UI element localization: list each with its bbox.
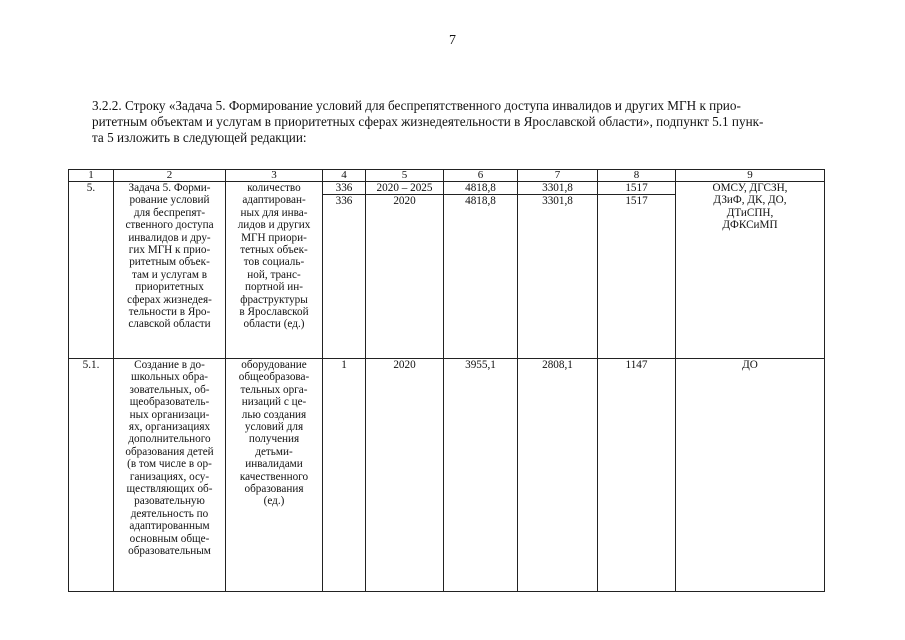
page-number: 7 (449, 33, 456, 48)
col-header-9: 9 (676, 170, 825, 182)
cell-line: инвалидами (245, 458, 303, 471)
indicator-value-cell: 1 (323, 359, 366, 592)
cell-line: сферах жизнедея- (127, 293, 212, 306)
cell-line: зовательных, об- (129, 383, 210, 396)
executors-cell: ДО (676, 359, 825, 592)
cell-line: тельных орга- (240, 383, 308, 396)
cell-line: ДФКСиМП (722, 219, 778, 232)
period-total: 2020 – 2025 (376, 182, 433, 194)
cell-line: лидов и других (237, 219, 311, 232)
indicator-cell (226, 359, 323, 592)
intro-line-2: ритетным объектам и услугам в приоритетных сферах жизнедеятельности в Ярославской области», подпункт 5.1 пунк- (92, 114, 764, 129)
col-header-4: 4 (323, 170, 366, 182)
cell-line: инвалидов и дру- (128, 231, 211, 244)
col-header-7: 7 (518, 170, 598, 182)
cell-line: Создание в до- (134, 359, 205, 371)
cell-line: ществляющих об- (126, 483, 213, 496)
funding-col8-year: 1517 (598, 194, 675, 207)
indicator-value-2020: 336 (323, 194, 365, 207)
col-header-5: 5 (366, 170, 444, 182)
cell-line: образования (244, 483, 304, 496)
row-number: 5.1. (69, 359, 114, 592)
indicator-cell (226, 182, 323, 359)
cell-line: дополнительного (128, 433, 211, 446)
cell-line: детьми- (255, 445, 293, 458)
measure-name-cell (114, 359, 226, 592)
cell-line: ДЗиФ, ДК, ДО, (713, 194, 787, 207)
cell-line: разовательную (134, 495, 205, 508)
cell-line: в Ярославской (239, 306, 309, 319)
indicator-value-total: 336 (335, 182, 353, 194)
cell-line: образовательным (128, 545, 211, 558)
cell-line: образования детей (125, 445, 214, 458)
cell-line: Задача 5. Форми- (128, 182, 211, 194)
col-header-1: 1 (69, 170, 114, 182)
col-header-2: 2 (114, 170, 226, 182)
funding-col7-all: 3301,8 (542, 182, 573, 194)
funding-col7-cell: 2808,1 (518, 359, 598, 592)
header-row (69, 170, 825, 182)
cell-line: тетных объек- (240, 244, 308, 257)
cell-line: адаптированным (129, 520, 210, 533)
period-cell: 2020 (366, 359, 444, 592)
funding-total-cell: 3955,1 (444, 359, 518, 592)
table-row-task-5 (69, 182, 825, 359)
executors-cell (676, 182, 825, 359)
cell-line: условий для (244, 421, 304, 434)
cell-line: МГН приори- (241, 231, 307, 244)
cell-line: ственного доступа (125, 219, 214, 232)
cell-line: ритетным объек- (129, 256, 210, 269)
cell-line: получения (248, 433, 300, 446)
col-header-8: 8 (598, 170, 676, 182)
cell-line: количество (247, 182, 301, 194)
cell-line: тов социаль- (243, 256, 305, 269)
cell-line: ной, транс- (247, 268, 301, 281)
funding-col7-year: 3301,8 (518, 194, 597, 207)
cell-line: ганизациях, осу- (129, 470, 210, 483)
cell-line: там и услугам в (131, 268, 208, 281)
cell-line: деятельность по (130, 507, 209, 520)
funding-total-year: 4818,8 (444, 194, 517, 207)
intro-line-3: та 5 изложить в следующей редакции: (92, 130, 307, 145)
cell-line: гих МГН к прио- (128, 244, 211, 257)
task-name-cell (114, 182, 226, 359)
cell-line: лью создания (241, 408, 307, 421)
cell-line: тельности в Яро- (128, 306, 211, 319)
intro-line-1: 3.2.2. Строку «Задача 5. Формирование условий для беспрепятственного доступа инвалидов и других МГН к прио- (92, 98, 741, 113)
period-year: 2020 (366, 194, 443, 207)
cell-line: оборудование (241, 359, 307, 371)
row-number: 5. (69, 182, 114, 359)
indicator-value-cell (323, 182, 366, 359)
cell-line: ных для инва- (240, 206, 308, 219)
period-cell (366, 182, 444, 359)
table-row-5-1 (69, 359, 825, 592)
cell-line: приоритетных (135, 281, 204, 294)
cell-line: ОМСУ, ДГСЗН, (712, 182, 788, 194)
funding-col8-cell: 1147 (598, 359, 676, 592)
col-header-3: 3 (226, 170, 323, 182)
col-header-6: 6 (444, 170, 518, 182)
cell-line: (в том числе в ор- (127, 458, 212, 471)
cell-line: качественного (239, 470, 309, 483)
cell-line: рование условий (129, 194, 210, 207)
funding-col7-cell (518, 182, 598, 359)
cell-line: ях, организациях (128, 421, 211, 434)
funding-total-all: 4818,8 (465, 182, 496, 194)
cell-line: школьных обра- (130, 371, 209, 384)
cell-line: низаций с це- (241, 396, 307, 409)
cell-line: ных организаци- (129, 408, 210, 421)
cell-line: области (ед.) (243, 318, 305, 331)
program-table (68, 169, 825, 592)
funding-total-cell (444, 182, 518, 359)
funding-col8-all: 1517 (625, 182, 648, 194)
cell-line: славской области (128, 318, 211, 331)
intro-paragraph (92, 98, 827, 146)
cell-line: ДТиСПН, (726, 206, 774, 219)
cell-line: для беспрепят- (133, 206, 206, 219)
cell-line: фраструктуры (240, 293, 308, 306)
cell-line: основным обще- (129, 532, 210, 545)
cell-line: общеобразова- (238, 371, 310, 384)
cell-line: портной ин- (245, 281, 303, 294)
cell-line: адаптирован- (242, 194, 306, 207)
cell-line: щеобразователь- (129, 396, 210, 409)
cell-line: (ед.) (263, 495, 285, 508)
funding-col8-cell (598, 182, 676, 359)
